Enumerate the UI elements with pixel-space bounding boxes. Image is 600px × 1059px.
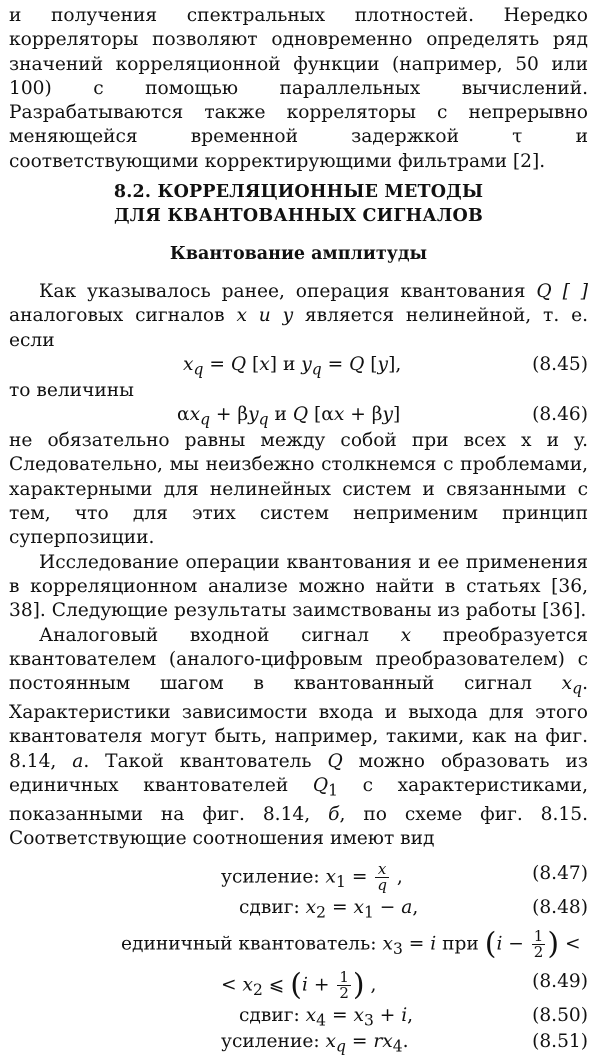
equation-8-48: сдвиг: $x_2 = x_1 - a$, (8.48)	[239, 896, 588, 922]
subsection-heading: Квантование амплитуды	[169, 243, 428, 264]
paragraph-then-values: то величины	[9, 379, 134, 401]
section-heading-line2: ДЛЯ КВАНТОВАННЫХ СИГНАЛОВ	[114, 206, 483, 227]
equation-8-45: $x_q = Q$ [x] и $y_q = Q$ [y], (8.45)	[183, 353, 588, 379]
paragraph-references: Исследование операции квантования и ее применения в корреляционном анализе можно найти в статьях [36, 38]. Следующие результаты заимствованы из работы [36].	[9, 551, 588, 622]
equation-8-49-line1: единичный квантователь: $x_3 = i$ при (i − $\frac{1}{2}$ ) <	[121, 926, 581, 962]
equation-number: (8.47)	[532, 862, 588, 884]
paragraph-nonlinear: не обязательно равны между собой при всех x и y. Следовательно, мы неизбежно столкнемся с проблемами, характерными для нелинейных систем и связанными с тем, что для этих систем неприменим принцип суперпозиции.	[9, 430, 588, 549]
paragraph-correlators: и получения спектральных плотностей. Нередко корреляторы позволяют одновременно определять ряд значений корреляционной функции (например, 50 или 100) с помощью параллельных вычислений. Разрабатываются также корреляторы с непрерывно меняющейся временной задержкой τ и соответствующими корректирующими фильтрами [2].	[9, 5, 588, 172]
equation-8-51: усиление: $x_q = rx_4$. (8.51)	[221, 1030, 588, 1056]
equation-number: (8.46)	[532, 404, 588, 426]
paragraph-analog-signal: Аналоговый входной сигнал x преобразуется квантователем (аналого-цифровым преобразователем) с постоянным шагом в квантованный сигнал $x_q$. Характеристики зависимости входа и выхода для этого квантователя могут быть, например, такими, как на фиг. 8.14, а. Такой квантователь Q можно образовать из единичных квантователей $Q_1$ с характеристиками, показанными на фиг. 8.14, б, по схеме фиг. 8.15. Соответствующие соотношения имеют вид	[9, 624, 588, 850]
equation-8-50: сдвиг: $x_4 = x_3 + i$, (8.50)	[239, 1004, 588, 1030]
paragraph-quantization-intro: Как указывалось ранее, операция квантования Q [ ] аналоговых сигналов x и y является нелинейной, т. е. если	[9, 280, 588, 351]
equation-8-49-line2: < $x_2$ ⩽ (i + $\frac{1}{2}$ ) , (8.49)	[221, 967, 588, 1003]
equation-number: (8.45)	[532, 353, 588, 375]
equation-8-47: усиление: $x_1$ = $\frac{x}{q}$ , (8.47)	[221, 859, 588, 894]
equation-8-46: $\alpha x_q + \beta y_q$ и Q [αx + βy] (8.46)	[177, 404, 588, 429]
equation-number: (8.48)	[532, 896, 588, 918]
equation-number: (8.50)	[532, 1004, 588, 1026]
section-heading-line1: 8.2. КОРРЕЛЯЦИОННЫЕ МЕТОДЫ	[113, 182, 484, 203]
equation-number: (8.51)	[532, 1030, 588, 1052]
equation-number: (8.49)	[532, 970, 588, 992]
